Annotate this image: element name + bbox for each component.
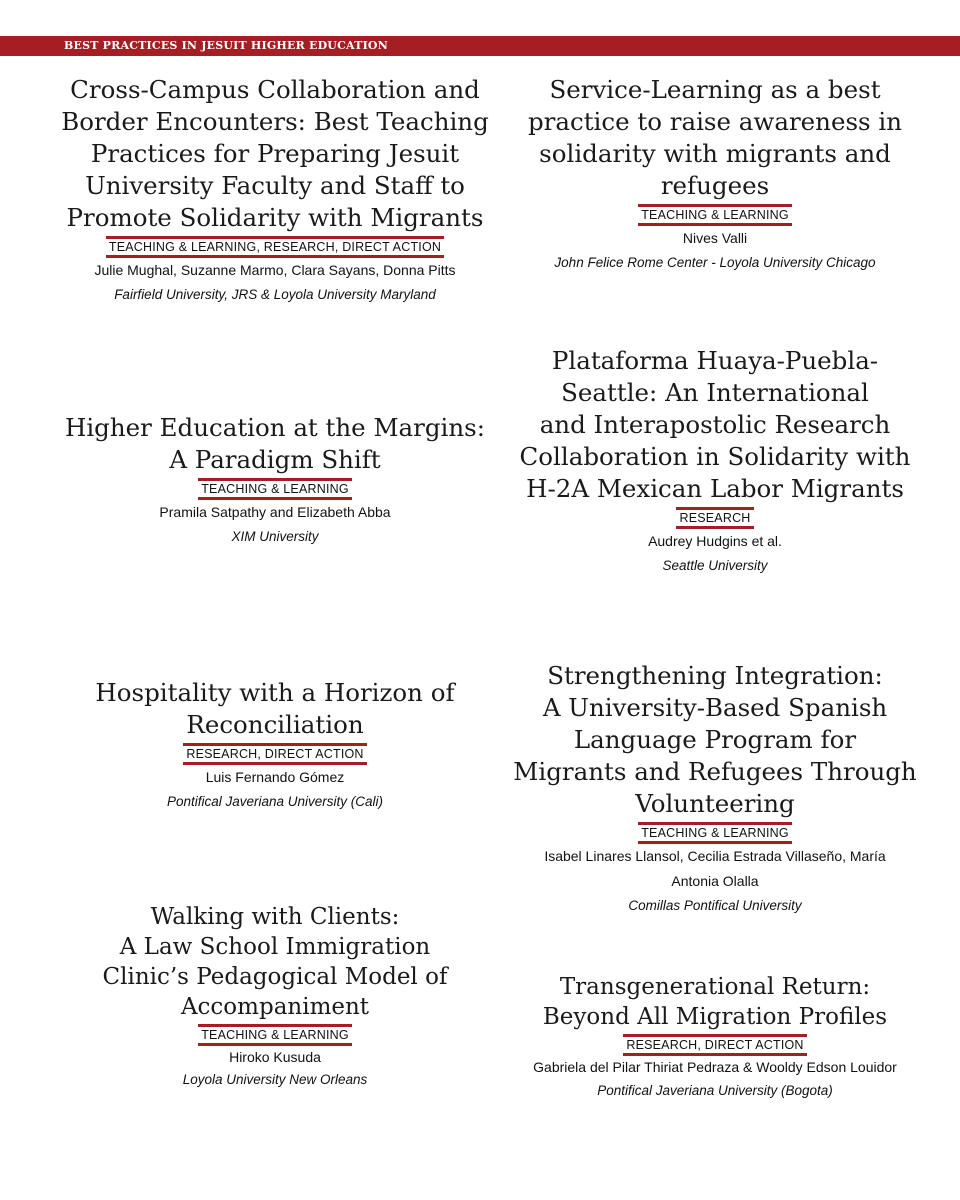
entry-higher-education-margins	[55, 412, 495, 549]
entry-authors: Isabel Linares Llansol, Cecilia Estrada Villaseño, María Antonia Olalla	[544, 848, 886, 889]
entry-tags: TEACHING & LEARNING	[198, 478, 352, 500]
entry-affiliation: Fairfield University, JRS & Loyola University Maryland	[114, 287, 436, 302]
entry-title: Strengthening Integration: A University-Based Spanish Language Program for Migrants and Refugees Through Volunteering	[513, 661, 917, 818]
entry-hospitality-horizon	[55, 677, 495, 814]
entry-title: Hospitality with a Horizon of Reconciliation	[95, 678, 455, 739]
entry-tags: RESEARCH, DIRECT ACTION	[183, 743, 366, 765]
entry-cross-campus	[55, 74, 495, 307]
entry-title: Cross-Campus Collaboration and Border Encounters: Best Teaching Practices for Preparing Jesuit University Faculty and Staff to Promote Solidarity with Migrants	[61, 75, 489, 232]
entry-tags: TEACHING & LEARNING	[638, 822, 792, 844]
entry-affiliation: John Felice Rome Center - Loyola University Chicago	[554, 255, 876, 270]
entry-tags: TEACHING & LEARNING	[198, 1024, 352, 1046]
entry-authors: Gabriela del Pilar Thiriat Pedraza & Wooldy Edson Louidor	[533, 1059, 897, 1075]
entry-affiliation: Loyola University New Orleans	[182, 1072, 368, 1087]
entry-tags: RESEARCH	[676, 507, 753, 529]
entry-plataforma-huaya	[500, 345, 930, 578]
entry-tags: TEACHING & LEARNING, RESEARCH, DIRECT ACTION	[106, 236, 444, 258]
entry-authors: Hiroko Kusuda	[229, 1049, 321, 1065]
entry-affiliation: Pontifical Javeriana University (Cali)	[166, 794, 384, 809]
entry-tags: RESEARCH, DIRECT ACTION	[623, 1034, 806, 1056]
entry-title: Walking with Clients: A Law School Immigration Clinic’s Pedagogical Model of Accompaniment	[102, 904, 448, 1020]
entry-tags: TEACHING & LEARNING	[638, 204, 792, 226]
entry-authors: Nives Valli	[682, 230, 748, 246]
header-label: BEST PRACTICES IN JESUIT HIGHER EDUCATION	[64, 39, 388, 52]
entry-authors: Pramila Satpathy and Elizabeth Abba	[159, 504, 391, 520]
entry-affiliation: Comillas Pontifical University	[628, 898, 802, 913]
entry-title: Transgenerational Return: Beyond All Migration Profiles	[542, 974, 888, 1030]
entry-title: Higher Education at the Margins: A Paradigm Shift	[64, 413, 486, 474]
entry-affiliation: XIM University	[231, 529, 319, 544]
entry-affiliation: Seattle University	[662, 558, 768, 573]
entry-title: Plataforma Huaya-Puebla- Seattle: An International and Interapostolic Research Collaboration in Solidarity with H-2A Mexican Labor Migrants	[519, 346, 911, 503]
entry-strengthening-integration	[500, 660, 930, 918]
entry-authors: Luis Fernando Gómez	[205, 769, 345, 785]
entry-title: Service-Learning as a best practice to raise awareness in solidarity with migrants and refugees	[527, 75, 903, 200]
entry-affiliation: Pontifical Javeriana University (Bogota)	[597, 1083, 833, 1098]
entry-authors: Julie Mughal, Suzanne Marmo, Clara Sayans, Donna Pitts	[94, 262, 456, 278]
entry-walking-with-clients	[55, 902, 495, 1092]
entry-service-learning	[500, 74, 930, 275]
header-bar	[0, 36, 960, 56]
entry-transgenerational-return	[490, 972, 940, 1103]
entry-authors: Audrey Hudgins et al.	[648, 533, 782, 549]
